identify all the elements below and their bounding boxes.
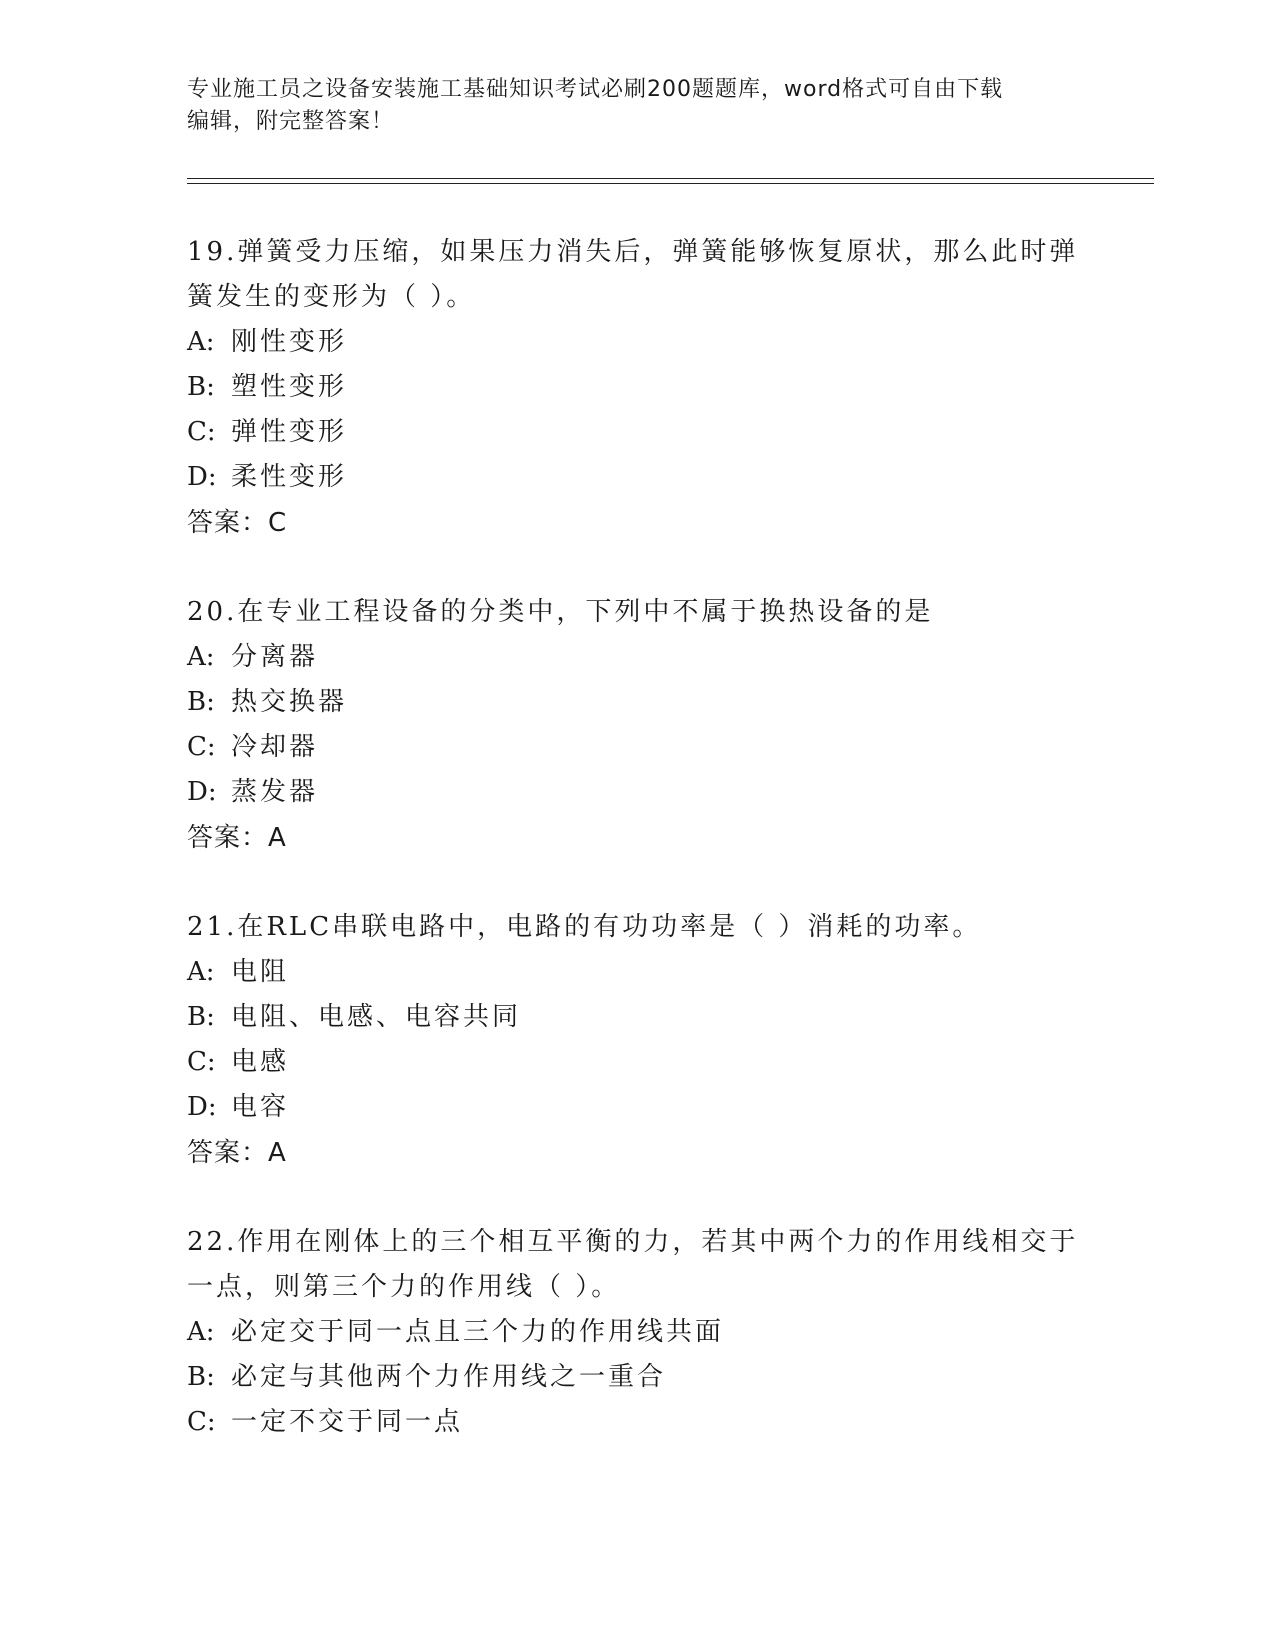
question-list [187,230,1087,1489]
question-21 [187,905,1087,1176]
option-text: 必定与其他两个力作用线之一重合 [231,1362,667,1392]
header-rule-top [187,178,1154,179]
option-text: 分离器 [231,642,319,672]
option-d [187,455,1087,500]
header-line-2: 编辑，附完整答案！ [187,109,395,134]
option-key: B: [187,1002,215,1032]
option-text: 热交换器 [231,687,348,717]
option-text: 柔性变形 [231,462,348,492]
question-title-line-2: 一点，则第三个力的作用线（ ）。 [187,1272,621,1302]
option-key: A: [187,957,215,987]
option-text: 电感 [231,1047,290,1077]
option-key: A: [187,642,215,672]
question-title-line-1: 21.在RLC串联电路中，电路的有功功率是（ ）消耗的功率。 [187,912,982,942]
option-key: D: [187,777,217,807]
option-d [187,1085,1087,1130]
option-text: 刚性变形 [231,327,348,357]
option-key: C: [187,417,216,447]
option-c [187,1040,1087,1085]
option-key: A: [187,1317,215,1347]
option-a [187,320,1087,365]
question-title-line-2: 簧发生的变形为（ ）。 [187,282,476,312]
answer-line: 答案：C [187,508,288,538]
option-a [187,635,1087,680]
question-title-line-1: 22.作用在刚体上的三个相互平衡的力，若其中两个力的作用线相交于 [187,1227,1079,1257]
question-title-line-1: 20.在专业工程设备的分类中，下列中不属于换热设备的是 [187,597,934,627]
option-b [187,995,1087,1040]
option-text: 塑性变形 [231,372,348,402]
question-title-line-1: 19.弹簧受力压缩，如果压力消失后，弹簧能够恢复原状，那么此时弹 [187,237,1079,267]
answer-line: 答案：A [187,1138,287,1168]
answer-line: 答案：A [187,823,287,853]
option-c [187,1400,1087,1445]
option-key: D: [187,1092,217,1122]
option-c [187,725,1087,770]
option-b [187,680,1087,725]
question-20 [187,590,1087,861]
option-key: C: [187,1047,216,1077]
option-text: 弹性变形 [231,417,348,447]
option-key: B: [187,1362,215,1392]
option-key: A: [187,327,215,357]
option-key: B: [187,372,215,402]
option-key: B: [187,687,215,717]
option-a [187,950,1087,995]
header-line-1: 专业施工员之设备安装施工基础知识考试必刷200题题库，word格式可自由下载 [187,77,1004,102]
question-19 [187,230,1087,546]
option-key: C: [187,1407,216,1437]
header-rule-bottom [187,183,1154,184]
option-text: 蒸发器 [231,777,319,807]
question-22 [187,1220,1087,1445]
option-text: 电阻 [231,957,290,987]
option-text: 电阻、电感、电容共同 [231,1002,522,1032]
option-key: D: [187,462,217,492]
option-a [187,1310,1087,1355]
option-d [187,770,1087,815]
option-c [187,410,1087,455]
option-key: C: [187,732,216,762]
option-text: 必定交于同一点且三个力的作用线共面 [231,1317,725,1347]
option-text: 冷却器 [231,732,319,762]
option-text: 一定不交于同一点 [231,1407,464,1437]
option-b [187,1355,1087,1400]
option-text: 电容 [231,1092,290,1122]
document-header [187,74,1067,138]
option-b [187,365,1087,410]
